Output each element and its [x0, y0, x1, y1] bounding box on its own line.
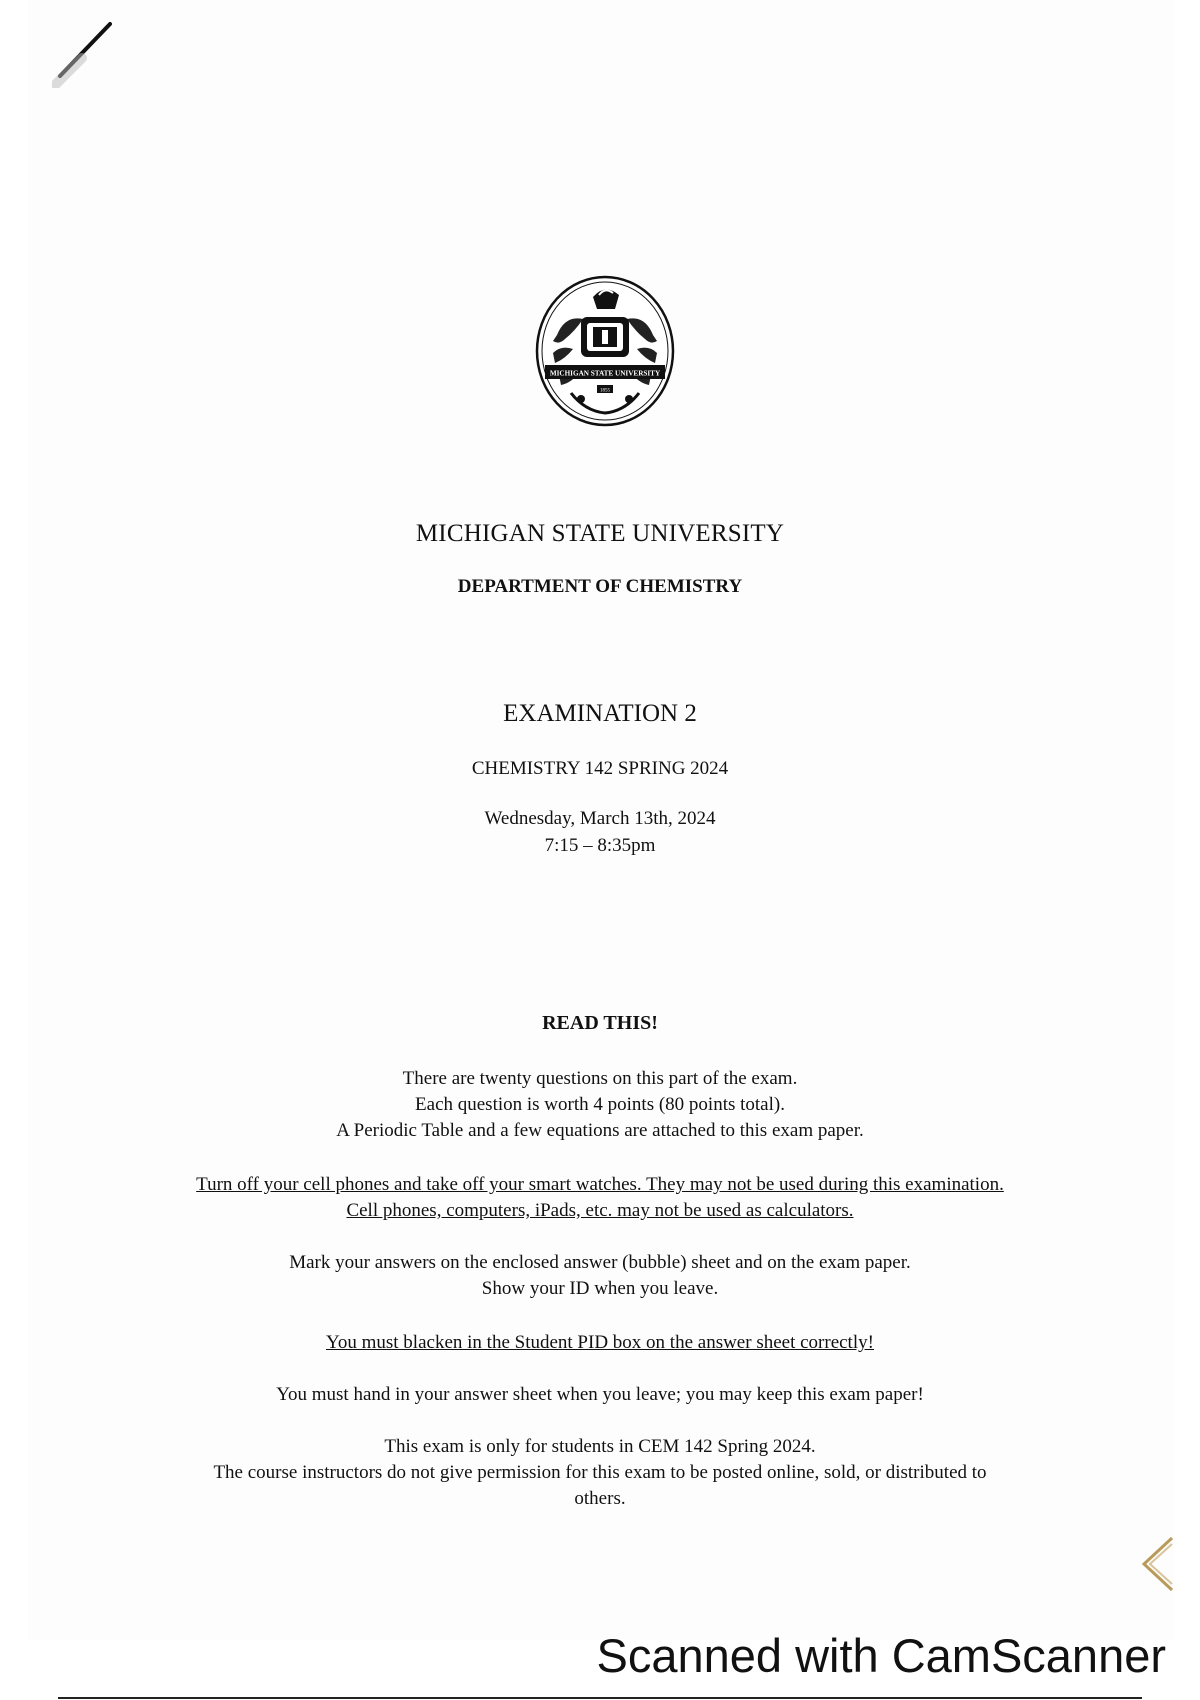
page-corner-icon [1136, 1536, 1176, 1596]
instruction-line: This exam is only for students in CEM 142 Spring 2024. [384, 1436, 816, 1457]
instruction-line-underlined [0, 1172, 1200, 1198]
instruction-text: Cell phones, computers, iPads, etc. may not be used as calculators. [346, 1200, 854, 1221]
instruction-line: Show your ID when you leave. [481, 1278, 719, 1299]
instruction-line: others. [574, 1488, 626, 1509]
instruction-line: There are twenty questions on this part of the exam. [402, 1068, 798, 1089]
instruction-line-underlined [0, 1330, 1200, 1356]
seal-year-text: 1855 [600, 388, 610, 394]
instruction-line: Each question is worth 4 points (80 points total). [415, 1094, 785, 1115]
instruction-line: Mark your answers on the enclosed answer (bubble) sheet and on the exam paper. [289, 1252, 911, 1273]
pen-mark [52, 18, 122, 88]
instruction-text: You must blacken in the Student PID box on the answer sheet correctly! [326, 1332, 874, 1353]
exam-title: EXAMINATION 2 [503, 700, 697, 727]
instructions-heading: READ THIS! [542, 1012, 658, 1034]
exam-date: Wednesday, March 13th, 2024 [484, 808, 716, 829]
instruction-line: You must hand in your answer sheet when you leave; you may keep this exam paper! [276, 1384, 924, 1405]
university-seal-icon [535, 275, 675, 427]
instruction-line-underlined [0, 1198, 1200, 1224]
instruction-line: A Periodic Table and a few equations are attached to this exam paper. [336, 1120, 864, 1141]
university-name: MICHIGAN STATE UNIVERSITY [415, 520, 785, 547]
seal-banner-text: MICHIGAN STATE UNIVERSITY [549, 369, 661, 378]
bottom-divider [58, 1697, 1142, 1699]
camscanner-watermark: Scanned with CamScanner [596, 1629, 1166, 1682]
instruction-text: Turn off your cell phones and take off your smart watches. They may not be used during this examination. [196, 1174, 1004, 1195]
instruction-line: The course instructors do not give permission for this exam to be posted online, sold, or distributed to [213, 1462, 987, 1483]
course-title: CHEMISTRY 142 SPRING 2024 [471, 758, 729, 779]
department-name: DEPARTMENT OF CHEMISTRY [457, 576, 743, 597]
exam-time: 7:15 – 8:35pm [544, 835, 656, 856]
